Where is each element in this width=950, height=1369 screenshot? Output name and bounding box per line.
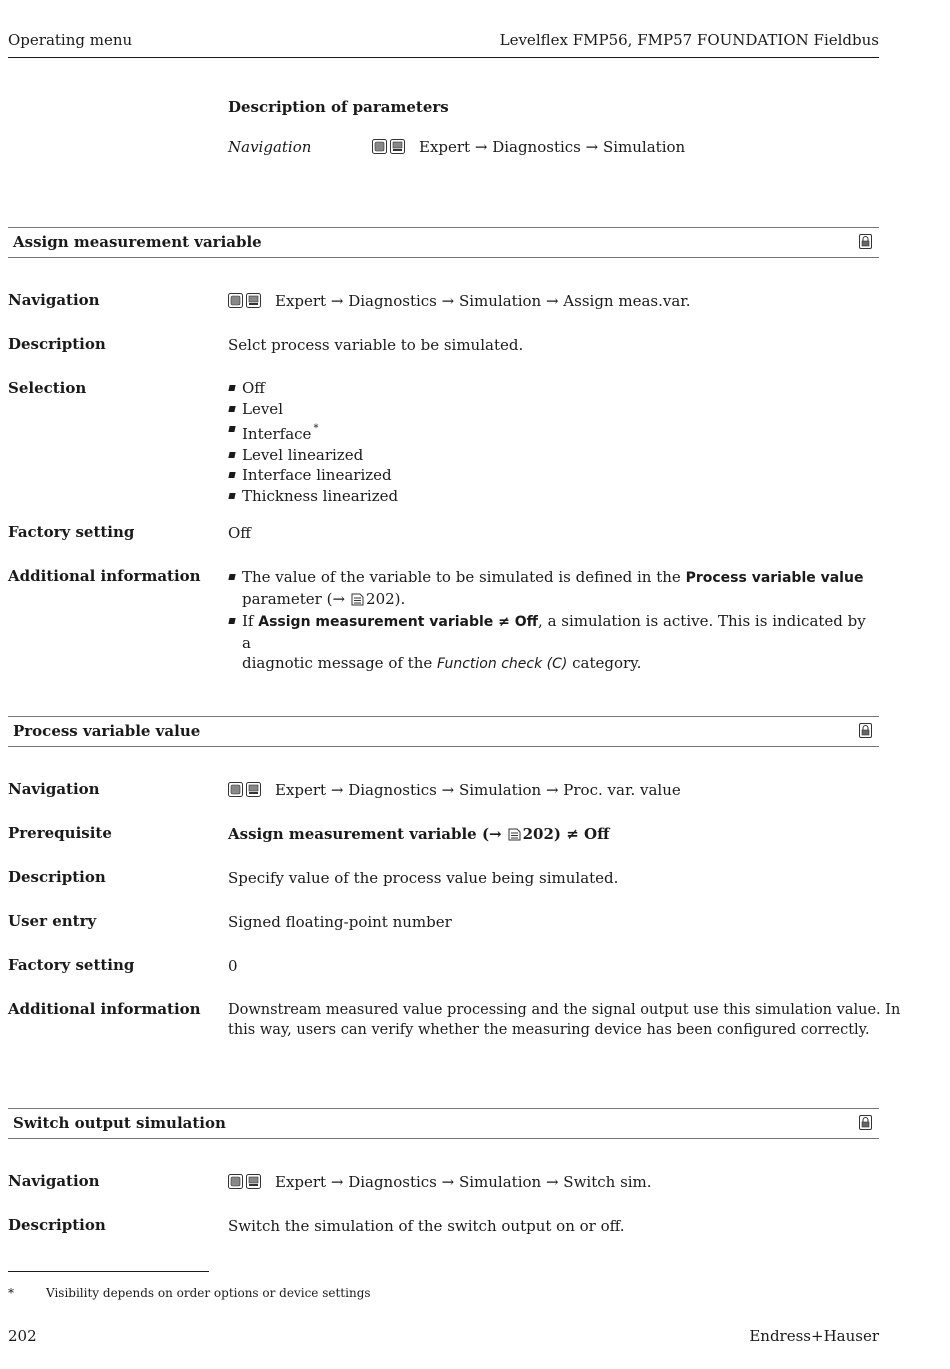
label-prerequisite: Prerequisite bbox=[8, 824, 112, 842]
section-title: Assign measurement variable bbox=[13, 233, 262, 251]
header-rule bbox=[8, 57, 879, 58]
nav-keys-icon bbox=[228, 782, 261, 802]
footnote-mark: * bbox=[313, 423, 319, 434]
footnote-mark: * bbox=[8, 1286, 14, 1300]
footnote-rule bbox=[8, 1271, 209, 1272]
intro-nav-path: Expert → Diagnostics → Simulation bbox=[419, 138, 686, 156]
value-additional-information bbox=[228, 567, 878, 675]
list-item: Level bbox=[228, 399, 398, 420]
value-description: Selct process variable to be simulated. bbox=[228, 336, 524, 354]
section-title: Process variable value bbox=[13, 722, 201, 740]
lock-icon bbox=[859, 723, 872, 738]
label-selection: Selection bbox=[8, 379, 87, 397]
value-navigation bbox=[228, 1172, 652, 1194]
label-description: Description bbox=[8, 335, 106, 353]
selection-list bbox=[228, 378, 398, 506]
label-navigation: Navigation bbox=[8, 291, 100, 309]
label-user-entry: User entry bbox=[8, 912, 97, 930]
value-user-entry: Signed floating-point number bbox=[228, 913, 452, 931]
lock-icon bbox=[859, 1115, 872, 1130]
label-additional-information: Additional information bbox=[8, 567, 201, 585]
running-header-left: Operating menu bbox=[8, 31, 133, 49]
value-description: Specify value of the process value being simulated. bbox=[228, 869, 619, 887]
section-title: Switch output simulation bbox=[13, 1114, 226, 1132]
navigation-path: Expert → Diagnostics → Simulation → Assign meas.var. bbox=[275, 292, 691, 310]
lock-icon bbox=[859, 234, 872, 249]
navigation-path: Expert → Diagnostics → Simulation → Switch sim. bbox=[275, 1173, 652, 1191]
page-reference-icon bbox=[351, 591, 364, 612]
value-additional-information: Downstream measured value processing and the signal output use this simulation value. In this way, users can verify whether the measuring device has been configured correctly. bbox=[228, 1002, 901, 1038]
page-number: 202 bbox=[8, 1327, 37, 1345]
label-description: Description bbox=[8, 1216, 106, 1234]
nav-keys-icon bbox=[372, 139, 405, 158]
value-factory-setting: 0 bbox=[228, 957, 238, 975]
intro-nav-label: Navigation bbox=[228, 138, 312, 156]
nav-keys-icon bbox=[228, 1174, 261, 1194]
list-item: The value of the variable to be simulated is defined in the Process variable value parameter (→ 202). bbox=[228, 567, 878, 611]
footnote-text: Visibility depends on order options or device settings bbox=[46, 1286, 371, 1300]
section-header-switch-output-simulation bbox=[8, 1108, 879, 1139]
list-item: Off bbox=[228, 378, 398, 399]
intro-title: Description of parameters bbox=[228, 98, 449, 116]
label-factory-setting: Factory setting bbox=[8, 523, 135, 541]
label-factory-setting: Factory setting bbox=[8, 956, 135, 974]
list-item: Level linearized bbox=[228, 445, 398, 466]
value-navigation bbox=[228, 780, 681, 802]
list-item: Interface * bbox=[228, 419, 398, 445]
page-reference-icon bbox=[508, 826, 521, 846]
intro-nav bbox=[372, 138, 685, 158]
label-description: Description bbox=[8, 868, 106, 886]
value-prerequisite: Assign measurement variable (→ 202) ≠ Off bbox=[228, 824, 609, 846]
value-factory-setting: Off bbox=[228, 524, 251, 542]
list-item: Interface linearized bbox=[228, 465, 398, 486]
value-description: Switch the simulation of the switch output on or off. bbox=[228, 1217, 625, 1235]
running-header-right: Levelflex FMP56, FMP57 FOUNDATION Fieldbus bbox=[499, 31, 879, 49]
section-header-assign-measurement-variable bbox=[8, 227, 879, 258]
list-item: Thickness linearized bbox=[228, 486, 398, 507]
footer-brand: Endress+Hauser bbox=[749, 1327, 879, 1345]
section-header-process-variable-value bbox=[8, 716, 879, 747]
navigation-path: Expert → Diagnostics → Simulation → Proc. var. value bbox=[275, 781, 681, 799]
nav-keys-icon bbox=[228, 293, 261, 313]
value-navigation bbox=[228, 291, 691, 313]
label-navigation: Navigation bbox=[8, 1172, 100, 1190]
label-additional-information: Additional information bbox=[8, 1000, 201, 1018]
label-navigation: Navigation bbox=[8, 780, 100, 798]
list-item: If Assign measurement variable ≠ Off, a simulation is active. This is indicated by a diagnotic message of the Function check (C) category. bbox=[228, 611, 878, 675]
